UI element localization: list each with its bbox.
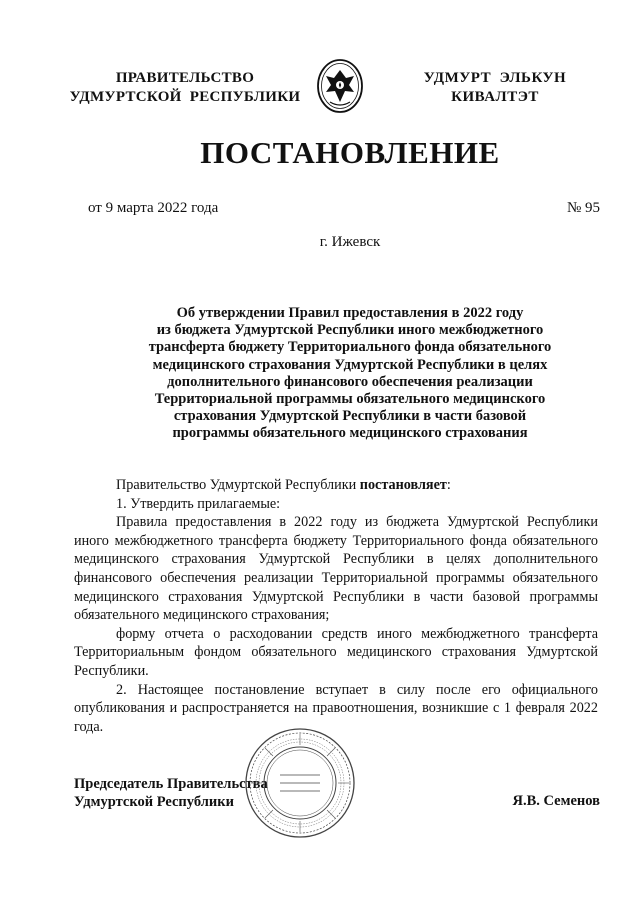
intro-end: : xyxy=(446,477,451,493)
position-line2: Удмуртской Республики xyxy=(74,794,234,810)
body-paragraph-item-2: 2. Настоящее постановление вступает в силу после его официального опубликования и распространяется на правоотношения, возникшие с 1 февраля 2022 года. xyxy=(74,681,598,735)
signatory-name: Я.В. Семенов xyxy=(512,793,600,809)
intro-bold-verb: постановляет xyxy=(359,477,447,493)
subject-line: из бюджета Удмуртской Республики иного межбюджетного xyxy=(156,322,544,339)
round-seal-stamp-icon xyxy=(244,727,356,839)
org-left-line1: ПРАВИТЕЛЬСТВО xyxy=(115,70,255,86)
subject-line: трансферта бюджету Территориального фонда обязательного xyxy=(148,339,552,356)
organization-name-udmurt xyxy=(400,69,590,107)
org-right-line2: КИВАЛТЭТ xyxy=(451,89,539,105)
document-date: от 9 марта 2022 года xyxy=(88,200,219,216)
subject-line: Территориальной программы обязательного медицинского xyxy=(154,391,546,408)
organization-name-russian xyxy=(60,69,310,107)
document-body xyxy=(74,476,598,736)
body-paragraph-intro xyxy=(74,476,598,495)
org-right-line1: УДМУРТ ЭЛЬКУН xyxy=(423,70,567,86)
subject-line: программы обязательного медицинского страхования xyxy=(172,425,528,442)
org-left-line2: УДМУРТСКОЙ РЕСПУБЛИКИ xyxy=(69,89,301,105)
body-paragraph-report-form: форму отчета о расходовании средств иного межбюджетного трансферта Территориальным фондом обязательного медицинского страхования Удмуртской Республики. xyxy=(74,625,598,679)
signatory-position xyxy=(74,775,268,811)
intro-text: Правительство Удмуртской Республики xyxy=(116,477,360,493)
position-line1: Председатель Правительства xyxy=(74,776,268,792)
document-city: г. Ижевск xyxy=(319,234,381,250)
coat-of-arms-icon xyxy=(316,58,364,114)
document-subject xyxy=(100,305,600,443)
document-type-title: ПОСТАНОВЛЕНИЕ xyxy=(200,135,500,170)
subject-line: Об утверждении Правил предоставления в 2022 году xyxy=(176,305,524,321)
body-paragraph-rules: Правила предоставления в 2022 году из бюджета Удмуртской Республики иного межбюджетного трансферта бюджету Территориального фонда обязательного медицинского страхования Удмуртской Республики в целях дополнительного финансового обеспечения реализации Территориальной программы обязательного медицинского страхования Удмуртской Республики в части базовой программы обязательного медицинского страхования; xyxy=(74,514,598,624)
subject-line: медицинского страхования Удмуртской Республики в целях xyxy=(152,356,548,373)
subject-line: дополнительного финансового обеспечения реализации xyxy=(167,373,533,390)
body-paragraph-item-1: 1. Утвердить прилагаемые: xyxy=(116,495,281,512)
document-number: № 95 xyxy=(566,200,600,216)
subject-line: страхования Удмуртской Республики в части базовой xyxy=(173,408,527,425)
